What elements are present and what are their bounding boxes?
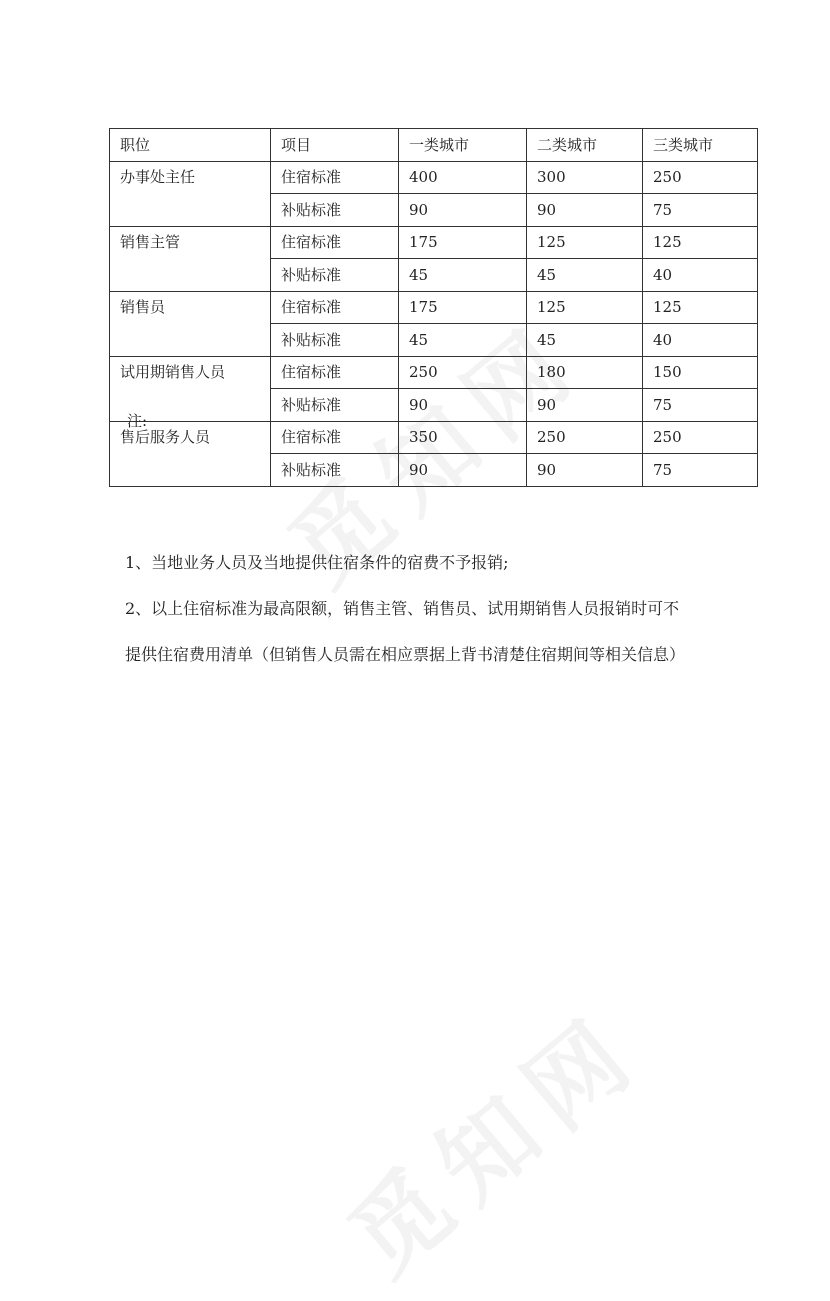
value-cell: 150 — [643, 356, 758, 389]
value-cell: 125 — [643, 291, 758, 324]
value-cell: 90 — [527, 194, 643, 227]
item-cell: 补贴标准 — [271, 454, 399, 487]
table-row — [110, 356, 758, 389]
value-cell: 90 — [399, 194, 527, 227]
value-cell: 400 — [399, 161, 527, 194]
value-cell: 250 — [643, 161, 758, 194]
value-cell: 250 — [399, 356, 527, 389]
value-cell: 250 — [643, 421, 758, 454]
item-cell: 住宿标准 — [271, 421, 399, 454]
position-cell: 售后服务人员 — [110, 421, 271, 486]
note-line-1: 1、当地业务人员及当地提供住宿条件的宿费不予报销; — [125, 553, 509, 572]
value-cell: 175 — [399, 226, 527, 259]
value-cell: 350 — [399, 421, 527, 454]
value-cell: 90 — [527, 389, 643, 422]
table-row — [110, 421, 758, 454]
note-line-2: 2、以上住宿标准为最高限额，销售主管、销售员、试用期销售人员报销时可不 — [125, 599, 680, 618]
value-cell: 125 — [527, 226, 643, 259]
note-line-3: 提供住宿费用清单（但销售人员需在相应票据上背书清楚住宿期间等相关信息） — [125, 645, 686, 664]
table-header-row — [110, 129, 758, 162]
header-tier3-city: 三类城市 — [643, 129, 758, 162]
position-cell: 办事处主任 — [110, 161, 271, 226]
value-cell: 175 — [399, 291, 527, 324]
value-cell: 90 — [527, 454, 643, 487]
value-cell: 125 — [643, 226, 758, 259]
notes-section — [125, 540, 745, 678]
item-cell: 补贴标准 — [271, 324, 399, 357]
item-cell: 住宿标准 — [271, 226, 399, 259]
value-cell: 90 — [399, 389, 527, 422]
header-tier1-city: 一类城市 — [399, 129, 527, 162]
value-cell: 250 — [527, 421, 643, 454]
header-tier2-city: 二类城市 — [527, 129, 643, 162]
value-cell: 75 — [643, 389, 758, 422]
table-row — [110, 291, 758, 324]
value-cell: 45 — [399, 259, 527, 292]
item-cell: 补贴标准 — [271, 194, 399, 227]
item-cell: 补贴标准 — [271, 389, 399, 422]
value-cell: 45 — [527, 259, 643, 292]
value-cell: 40 — [643, 259, 758, 292]
header-position: 职位 — [110, 129, 271, 162]
position-cell: 试用期销售人员 — [110, 356, 271, 421]
value-cell: 90 — [399, 454, 527, 487]
item-cell: 住宿标准 — [271, 291, 399, 324]
item-cell: 住宿标准 — [271, 161, 399, 194]
value-cell: 45 — [399, 324, 527, 357]
value-cell: 300 — [527, 161, 643, 194]
table-row — [110, 161, 758, 194]
position-cell: 销售主管 — [110, 226, 271, 291]
table-row — [110, 226, 758, 259]
item-cell: 住宿标准 — [271, 356, 399, 389]
value-cell: 75 — [643, 194, 758, 227]
value-cell: 180 — [527, 356, 643, 389]
lodging-standard-table — [109, 128, 758, 487]
note-label: 注: — [127, 412, 148, 430]
header-item: 项目 — [271, 129, 399, 162]
watermark-bottom — [316, 976, 666, 1301]
value-cell: 45 — [527, 324, 643, 357]
value-cell: 40 — [643, 324, 758, 357]
position-cell: 销售员 — [110, 291, 271, 356]
value-cell: 125 — [527, 291, 643, 324]
item-cell: 补贴标准 — [271, 259, 399, 292]
value-cell: 75 — [643, 454, 758, 487]
